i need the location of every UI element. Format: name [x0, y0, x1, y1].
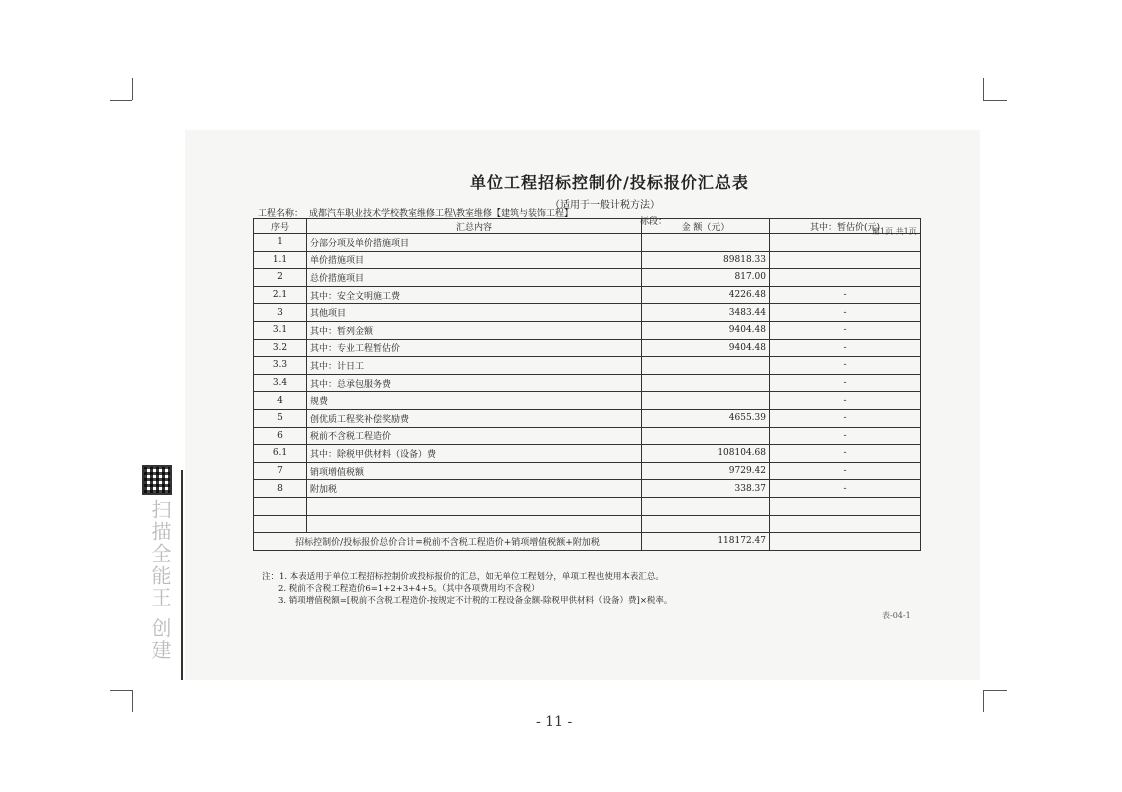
row-desc: 税前不含税工程造价: [307, 427, 642, 445]
header-desc: 汇总内容: [307, 219, 642, 234]
row-desc: 其中：总承包服务费: [307, 374, 642, 392]
row-amount: [642, 234, 770, 252]
row-provisional: [770, 234, 921, 252]
row-no: [254, 515, 307, 533]
row-provisional: [770, 497, 921, 515]
scanner-watermark: [142, 465, 174, 661]
section-label: 标段：: [640, 217, 668, 227]
total-label: 招标控制价/投标报价总价合计=税前不含税工程造价+销项增值税额+附加税: [254, 533, 642, 551]
table-row: [254, 304, 921, 322]
table-row: [254, 427, 921, 445]
row-amount: 9404.48: [642, 321, 770, 339]
project-label: 工程名称：: [258, 209, 304, 219]
row-desc: 其中：安全文明施工费: [307, 286, 642, 304]
row-desc: 单价措施项目: [307, 251, 642, 269]
row-desc: 分部分项及单价措施项目: [307, 234, 642, 252]
table-row: [254, 409, 921, 427]
row-desc: 附加税: [307, 480, 642, 498]
row-desc: 总价措施项目: [307, 269, 642, 287]
table-row: [254, 251, 921, 269]
row-amount: [642, 515, 770, 533]
row-amount: [642, 497, 770, 515]
row-provisional: [770, 269, 921, 287]
page-info: 第1页 共1页: [872, 227, 917, 236]
row-desc: 其中：专业工程暂估价: [307, 339, 642, 357]
table-row: [254, 234, 921, 252]
row-provisional: -: [770, 357, 921, 375]
crop-mark: [110, 690, 132, 691]
row-no: 3.1: [254, 321, 307, 339]
table-row: [254, 374, 921, 392]
row-amount: 4655.39: [642, 409, 770, 427]
row-amount: 89818.33: [642, 251, 770, 269]
summary-table: [253, 218, 921, 551]
row-no: 6.1: [254, 445, 307, 463]
row-no: 8: [254, 480, 307, 498]
row-provisional: -: [770, 427, 921, 445]
row-desc: 其他项目: [307, 304, 642, 322]
row-amount: 817.00: [642, 269, 770, 287]
header-no: 序号: [254, 219, 307, 234]
table-row: [254, 357, 921, 375]
total-amount: 118172.47: [642, 533, 770, 551]
row-amount: 4226.48: [642, 286, 770, 304]
row-amount: 338.37: [642, 480, 770, 498]
row-provisional: -: [770, 392, 921, 410]
row-desc: 销项增值税额: [307, 462, 642, 480]
page-number: - 11 -: [536, 714, 573, 730]
crop-mark: [110, 100, 132, 101]
crop-mark: [983, 690, 984, 712]
row-provisional: -: [770, 339, 921, 357]
table-row: [254, 497, 921, 515]
table-row: [254, 480, 921, 498]
note-1: 注：1. 本表适用于单位工程招标控制价或投标报价的汇总，如无单位工程划分，单项工程也使用本表汇总。: [262, 572, 664, 582]
table-row: [254, 286, 921, 304]
row-provisional: -: [770, 304, 921, 322]
row-amount: 9729.42: [642, 462, 770, 480]
row-provisional: -: [770, 321, 921, 339]
row-no: 5: [254, 409, 307, 427]
row-no: 1: [254, 234, 307, 252]
total-provisional: [770, 533, 921, 551]
row-no: 3.2: [254, 339, 307, 357]
row-amount: 108104.68: [642, 445, 770, 463]
document-subtitle: （适用于一般计税方法）: [550, 200, 660, 211]
row-amount: [642, 427, 770, 445]
crop-mark: [132, 690, 133, 712]
row-amount: 3483.44: [642, 304, 770, 322]
row-no: 4: [254, 392, 307, 410]
row-amount: [642, 357, 770, 375]
table-row: [254, 321, 921, 339]
table-row: [254, 339, 921, 357]
row-no: 3.3: [254, 357, 307, 375]
row-desc: 其中：暂列金额: [307, 321, 642, 339]
row-no: 3.4: [254, 374, 307, 392]
header-amount: 金 额（元）: [642, 219, 770, 234]
row-provisional: [770, 515, 921, 533]
qr-code-icon: [142, 465, 172, 495]
document-title: 单位工程招标控制价/投标报价汇总表: [470, 173, 749, 192]
note-2: 2. 税前不含税工程造价6=1+2+3+4+5。（其中各项费用均不含税）: [278, 584, 540, 594]
row-provisional: -: [770, 409, 921, 427]
row-no: 2: [254, 269, 307, 287]
row-provisional: [770, 251, 921, 269]
table-row: [254, 462, 921, 480]
project-name: 成都汽车职业技术学校教室维修工程\教室维修【建筑与装饰工程】: [309, 209, 574, 219]
crop-mark: [983, 78, 984, 100]
notes-block: [262, 571, 672, 607]
row-desc: [307, 497, 642, 515]
row-amount: [642, 374, 770, 392]
row-no: 1.1: [254, 251, 307, 269]
row-desc: 其中：计日工: [307, 357, 642, 375]
binding-line: [181, 470, 183, 680]
row-desc: 规费: [307, 392, 642, 410]
row-provisional: -: [770, 480, 921, 498]
form-number: 表-04-1: [882, 611, 911, 620]
row-provisional: -: [770, 286, 921, 304]
crop-mark: [132, 78, 133, 100]
row-no: 7: [254, 462, 307, 480]
row-provisional: -: [770, 462, 921, 480]
table-row: [254, 392, 921, 410]
watermark-text: 扫描全能王 创建: [148, 499, 172, 662]
header-provisional: 其中：暂估价(元): [770, 219, 921, 234]
row-provisional: -: [770, 374, 921, 392]
row-no: 2.1: [254, 286, 307, 304]
table-row: [254, 515, 921, 533]
row-no: 3: [254, 304, 307, 322]
table-row: [254, 445, 921, 463]
note-3: 3. 销项增值税额=[税前不含税工程造价-按规定不计税的工程设备金额-除税甲供材料（设备）费]×税率。: [278, 596, 673, 606]
row-no: [254, 497, 307, 515]
table-header-row: [254, 219, 921, 234]
crop-mark: [983, 100, 1007, 101]
row-desc: 创优质工程奖补偿奖励费: [307, 409, 642, 427]
row-amount: [642, 392, 770, 410]
row-desc: 其中：除税甲供材料（设备）费: [307, 445, 642, 463]
total-row: [254, 533, 921, 551]
row-amount: 9404.48: [642, 339, 770, 357]
table-row: [254, 269, 921, 287]
row-no: 6: [254, 427, 307, 445]
row-provisional: -: [770, 445, 921, 463]
crop-mark: [983, 690, 1007, 691]
row-desc: [307, 515, 642, 533]
